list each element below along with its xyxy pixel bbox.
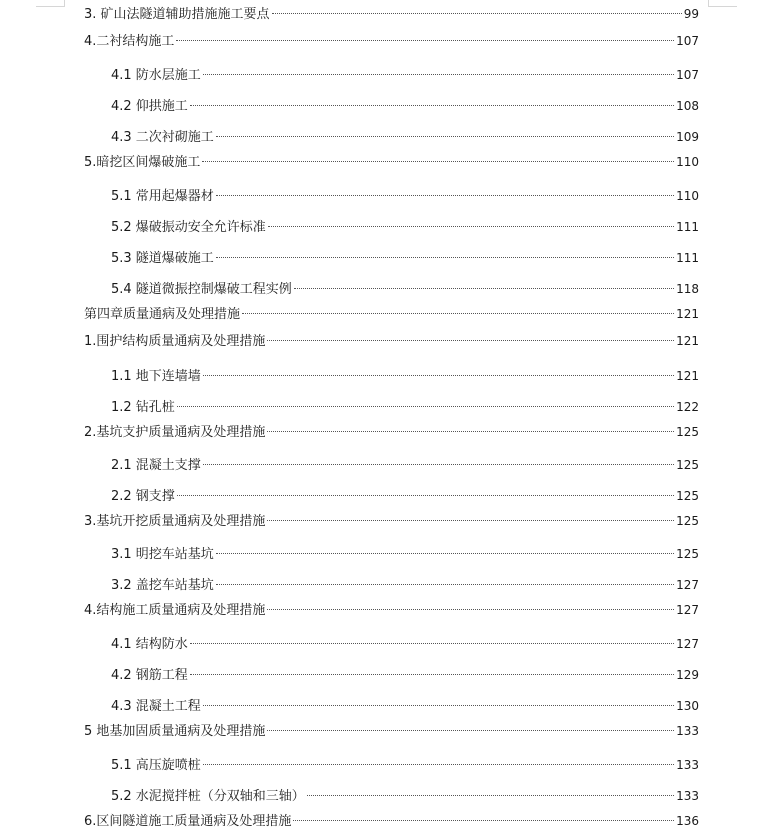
dot-leader (203, 74, 674, 75)
toc-entry-title: 4.结构施工质量通病及处理措施 (84, 603, 266, 618)
dot-leader (190, 674, 674, 675)
toc-entry-page: 125 (676, 514, 699, 528)
toc-entry-title: 2.2 钢支撑 (111, 489, 175, 504)
toc-entry[interactable] (111, 487, 699, 506)
toc-entry-page: 121 (676, 369, 699, 383)
toc-entry-title: 1.1 地下连墙墙 (111, 369, 201, 384)
toc-entry[interactable] (84, 332, 699, 351)
toc-entry[interactable] (111, 66, 699, 85)
dot-leader (202, 161, 674, 162)
toc-entry[interactable] (84, 601, 699, 620)
toc-entry-title: 5.2 爆破振动安全允许标准 (111, 220, 266, 235)
toc-entry-title: 5 地基加固质量通病及处理措施 (84, 724, 266, 739)
dot-leader (190, 105, 674, 106)
toc-entry[interactable] (111, 187, 699, 206)
toc-entry[interactable] (111, 545, 699, 564)
toc-entry-page: 127 (676, 603, 699, 617)
toc-entry-page: 125 (676, 425, 699, 439)
toc-entry-title: 4.1 结构防水 (111, 637, 188, 652)
toc-entry-page: 127 (676, 578, 699, 592)
toc-entry-title: 3. 矿山法隧道辅助措施施工要点 (84, 7, 270, 22)
dot-leader (293, 820, 674, 821)
toc-entry-title: 3.基坑开挖质量通病及处理措施 (84, 514, 266, 529)
toc-entry-page: 125 (676, 489, 699, 503)
toc-entry-page: 121 (676, 307, 699, 321)
toc-entry-page: 99 (683, 7, 699, 21)
toc-entry-title: 4.3 混凝土工程 (111, 699, 201, 714)
toc-entry-page: 122 (676, 400, 699, 414)
toc-entry-title: 5.4 隧道微振控制爆破工程实例 (111, 282, 292, 297)
dot-leader (272, 13, 682, 14)
toc-entry-title: 第四章质量通病及处理措施 (84, 307, 241, 322)
toc-entry[interactable] (111, 249, 699, 268)
toc-entry-page: 107 (676, 68, 699, 82)
toc-entry-title: 4.二衬结构施工 (84, 34, 175, 49)
toc-entry-page: 108 (676, 99, 699, 113)
dot-leader (267, 730, 674, 731)
toc-entry-page: 109 (676, 130, 699, 144)
dot-leader (307, 795, 674, 796)
toc-entry-title: 2.基坑支护质量通病及处理措施 (84, 425, 266, 440)
toc-entry-title: 6.区间隧道施工质量通病及处理措施 (84, 814, 292, 829)
toc-entry-page: 121 (676, 334, 699, 348)
toc-entry[interactable] (111, 666, 699, 685)
toc-entry-page: 130 (676, 699, 699, 713)
toc-entry[interactable] (111, 697, 699, 716)
toc-entry[interactable] (84, 153, 699, 172)
dot-leader (203, 705, 674, 706)
dot-leader (203, 764, 674, 765)
toc-entry[interactable] (84, 32, 699, 51)
dot-leader (176, 40, 674, 41)
toc-entry-title: 4.2 仰拱施工 (111, 99, 188, 114)
toc-entry-title: 1.2 钻孔桩 (111, 400, 175, 415)
toc-entry[interactable] (84, 722, 699, 741)
toc-entry-title: 3.1 明挖车站基坑 (111, 547, 214, 562)
toc-entry[interactable] (111, 97, 699, 116)
toc-entry-page: 110 (676, 155, 699, 169)
dot-leader (177, 495, 674, 496)
toc-entry-page: 133 (676, 724, 699, 738)
dot-leader (216, 584, 674, 585)
toc-entry[interactable] (111, 756, 699, 775)
toc-entry-page: 127 (676, 637, 699, 651)
dot-leader (216, 195, 674, 196)
toc-entry[interactable] (111, 635, 699, 654)
toc-entry-page: 133 (676, 758, 699, 772)
toc-entry[interactable] (111, 218, 699, 237)
toc-entry-title: 5.1 常用起爆器材 (111, 189, 214, 204)
toc-entry-page: 133 (676, 789, 699, 803)
dot-leader (242, 313, 674, 314)
toc-entry-page: 129 (676, 668, 699, 682)
toc-entry-page: 125 (676, 458, 699, 472)
toc-entry-title: 2.1 混凝土支撑 (111, 458, 201, 473)
toc-entry-page: 118 (676, 282, 699, 296)
dot-leader (267, 340, 674, 341)
dot-leader (203, 375, 674, 376)
dot-leader (267, 609, 674, 610)
toc-entry-title: 4.3 二次衬砌施工 (111, 130, 214, 145)
toc-entry-title: 4.2 钢筋工程 (111, 668, 188, 683)
toc-entry-title: 5.暗挖区间爆破施工 (84, 155, 201, 170)
toc-entry[interactable] (111, 128, 699, 147)
toc-entry[interactable] (111, 576, 699, 595)
toc-entry-title: 5.1 高压旋喷桩 (111, 758, 201, 773)
toc-entry[interactable] (84, 812, 699, 831)
toc-entry-page: 110 (676, 189, 699, 203)
toc-entry[interactable] (84, 512, 699, 531)
toc-entry-page: 125 (676, 547, 699, 561)
dot-leader (190, 643, 674, 644)
dot-leader (268, 226, 674, 227)
dot-leader (216, 553, 674, 554)
toc-entry-page: 111 (676, 251, 699, 265)
toc-entry[interactable] (111, 398, 699, 417)
dot-leader (216, 257, 674, 258)
toc-entry-title: 3.2 盖挖车站基坑 (111, 578, 214, 593)
dot-leader (267, 520, 674, 521)
toc-entry[interactable] (84, 5, 699, 24)
toc-entry-page: 136 (676, 814, 699, 828)
dot-leader (267, 431, 674, 432)
dot-leader (216, 136, 674, 137)
toc-entry[interactable] (84, 305, 699, 324)
dot-leader (177, 406, 674, 407)
toc-entry-page: 111 (676, 220, 699, 234)
dot-leader (203, 464, 674, 465)
toc-entry-title: 5.2 水泥搅拌桩（分双轴和三轴） (111, 789, 305, 804)
toc-entry[interactable] (111, 280, 699, 299)
toc-entry-title: 5.3 隧道爆破施工 (111, 251, 214, 266)
toc-entry[interactable] (111, 787, 699, 806)
toc-entry[interactable] (111, 367, 699, 386)
toc-entry-title: 4.1 防水层施工 (111, 68, 201, 83)
toc-entry[interactable] (84, 423, 699, 442)
dot-leader (294, 288, 674, 289)
toc-entry-page: 107 (676, 34, 699, 48)
toc-entry[interactable] (111, 456, 699, 475)
toc-entry-title: 1.围护结构质量通病及处理措施 (84, 334, 266, 349)
